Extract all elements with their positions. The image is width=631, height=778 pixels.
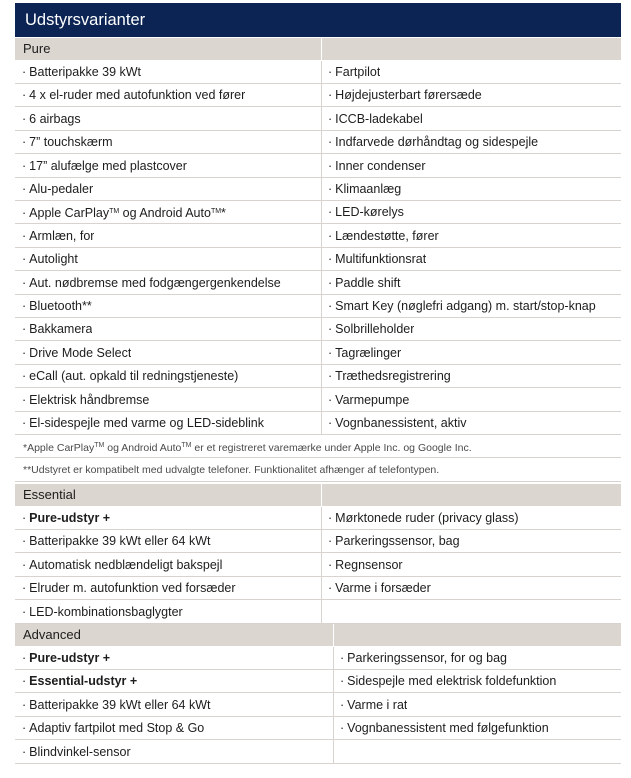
right-item: [321, 201, 404, 223]
section-label: Pure: [23, 41, 51, 56]
left-item: [15, 601, 183, 623]
table-row: [15, 272, 621, 295]
section-header-advanced: [15, 624, 621, 646]
left-item: [15, 365, 238, 387]
bullet-icon: ·: [328, 511, 333, 525]
bullet-icon: ·: [22, 557, 27, 572]
item-label: Parkeringssensor, bag: [335, 534, 460, 549]
bullet-icon: ·: [340, 697, 345, 712]
right-item: [321, 108, 423, 130]
left-item: [15, 507, 110, 529]
table-row: [15, 694, 621, 717]
bullet-icon: ·: [22, 416, 27, 430]
column-divider: [321, 61, 322, 435]
item-label: Apple CarPlay™ og Android Auto™*: [29, 206, 226, 221]
bullet-icon: ·: [22, 65, 27, 79]
left-item: [15, 670, 137, 692]
left-item: [15, 318, 92, 340]
bullet-icon: ·: [328, 275, 333, 290]
item-label: Paddle shift: [335, 275, 401, 290]
table-row: [15, 131, 621, 154]
item-label: Blindvinkel-sensor: [29, 744, 131, 759]
item-label: Regnsensor: [335, 557, 403, 572]
bullet-icon: ·: [22, 111, 27, 126]
bullet-icon: ·: [340, 651, 345, 665]
right-item: [321, 507, 519, 529]
right-item: [321, 601, 328, 623]
item-label: Fartpilot: [335, 65, 381, 79]
left-item: [15, 131, 113, 153]
section-label: Essential: [23, 487, 76, 502]
left-item: [15, 61, 141, 83]
item-label: 17” alufælge med plastcover: [29, 158, 187, 173]
item-label: Essential-udstyr +: [29, 674, 138, 689]
bullet-icon: ·: [328, 135, 333, 150]
bullet-icon: ·: [22, 206, 27, 221]
item-label: Inner condenser: [335, 158, 426, 173]
left-item: [15, 412, 264, 434]
right-item: [321, 318, 414, 340]
right-item: [321, 84, 482, 106]
column-divider: [321, 507, 322, 624]
bullet-icon: ·: [22, 721, 27, 736]
item-label: 7” touchskærm: [29, 135, 113, 150]
bullet-icon: ·: [328, 252, 333, 267]
bullet-icon: ·: [22, 697, 27, 712]
right-item: [321, 248, 426, 270]
footnote: [15, 435, 621, 458]
bullet-icon: ·: [22, 158, 27, 173]
column-divider: [333, 647, 334, 764]
table-row: [15, 61, 621, 84]
table-row: [15, 201, 621, 224]
bullet-icon: ·: [328, 392, 333, 407]
bullet-icon: ·: [328, 369, 333, 384]
item-label: Batteripakke 39 kWt: [29, 65, 142, 79]
bullet-icon: ·: [22, 182, 27, 196]
left-item: [15, 554, 222, 576]
right-item: [321, 365, 451, 387]
table-row: [15, 108, 621, 131]
table-row: [15, 577, 621, 600]
table-row: [15, 670, 621, 693]
left-item: [15, 295, 92, 317]
right-item: [333, 670, 556, 692]
bullet-icon: ·: [22, 581, 27, 596]
item-label: 4 x el-ruder med autofunktion ved fører: [29, 88, 246, 103]
left-item: [15, 741, 131, 763]
bullet-icon: ·: [22, 392, 27, 407]
bullet-icon: ·: [328, 205, 333, 220]
right-item: [321, 61, 380, 83]
right-item: [333, 717, 549, 739]
bullet-icon: ·: [22, 651, 27, 665]
item-label: Armlæn, for: [29, 228, 95, 243]
right-item: [321, 389, 409, 411]
item-label: LED-kørelys: [335, 205, 404, 220]
right-item: [321, 155, 426, 177]
bullet-icon: ·: [328, 88, 333, 103]
table-row: [15, 554, 621, 577]
bullet-icon: ·: [22, 534, 27, 549]
bullet-icon: ·: [328, 182, 333, 196]
item-label: Aut. nødbremse med fodgængergenkendelse: [29, 275, 281, 290]
footnote-text: **Udstyret er kompatibelt med udvalgte telefoner. Funktionalitet afhænger af telefontypen.: [23, 464, 440, 477]
item-label: eCall (aut. opkald til redningstjeneste): [29, 369, 239, 384]
footnote-text: *Apple CarPlay™ og Android Auto™ er et registreret varemærke under Apple Inc. og Google Inc.: [23, 442, 472, 455]
right-item: [321, 342, 401, 364]
item-label: Drive Mode Select: [29, 345, 132, 360]
bullet-icon: ·: [22, 369, 27, 384]
bullet-icon: ·: [328, 322, 333, 337]
item-label: Multifunktionsrat: [335, 252, 427, 267]
bullet-icon: ·: [22, 228, 27, 243]
left-item: [15, 342, 131, 364]
left-item: [15, 248, 78, 270]
section-header-pure: [15, 38, 621, 60]
section-header-essential: [15, 484, 621, 506]
item-label: Smart Key (nøglefri adgang) m. start/stop-knap: [335, 299, 596, 313]
item-label: ICCB-ladekabel: [335, 111, 423, 126]
bullet-icon: ·: [22, 275, 27, 290]
item-label: Klimaanlæg: [335, 182, 402, 196]
left-item: [15, 108, 81, 130]
item-label: Mørktonede ruder (privacy glass): [335, 511, 519, 525]
item-label: Træthedsregistrering: [335, 369, 451, 384]
table-row: [15, 741, 621, 764]
item-label: Højdejusterbart førersæde: [335, 88, 482, 103]
table-row: [15, 412, 621, 435]
right-item: [321, 412, 467, 434]
footnote: [15, 459, 621, 482]
bullet-icon: ·: [328, 65, 333, 79]
bullet-icon: ·: [22, 604, 27, 619]
column-divider: [321, 484, 322, 506]
item-label: Batteripakke 39 kWt eller 64 kWt: [29, 534, 211, 549]
item-label: Indfarvede dørhåndtag og sidespejle: [335, 135, 539, 150]
table-row: [15, 717, 621, 740]
item-label: Solbrilleholder: [335, 322, 415, 337]
item-label: Batteripakke 39 kWt eller 64 kWt: [29, 697, 211, 712]
item-label: Autolight: [29, 252, 78, 267]
item-label: Adaptiv fartpilot med Stop & Go: [29, 721, 205, 736]
bullet-icon: ·: [328, 111, 333, 126]
right-item: [321, 530, 460, 552]
item-label: Tagrælinger: [335, 345, 402, 360]
bullet-icon: ·: [22, 252, 27, 267]
table-row: [15, 178, 621, 201]
right-item: [321, 131, 538, 153]
bullet-icon: ·: [328, 534, 333, 549]
left-item: [15, 178, 93, 200]
section-label: Advanced: [23, 627, 81, 642]
bullet-icon: ·: [328, 416, 333, 430]
bullet-icon: ·: [328, 158, 333, 173]
right-item: [321, 225, 439, 247]
right-item: [321, 272, 401, 294]
bullet-icon: ·: [328, 299, 333, 313]
bullet-icon: ·: [22, 88, 27, 103]
bullet-icon: ·: [340, 721, 345, 736]
right-item: [333, 741, 340, 763]
left-item: [15, 717, 204, 739]
table-row: [15, 155, 621, 178]
item-label: Vognbanessistent med følgefunktion: [347, 721, 549, 736]
item-label: Elruder m. autofunktion ved forsæder: [29, 581, 236, 596]
item-label: Bakkamera: [29, 322, 93, 337]
item-label: El-sidespejle med varme og LED-sideblink: [29, 416, 264, 430]
table-row: [15, 342, 621, 365]
item-label: Sidespejle med elektrisk foldefunktion: [347, 674, 557, 689]
table-row: [15, 365, 621, 388]
table-row: [15, 647, 621, 670]
bullet-icon: ·: [328, 581, 333, 596]
bullet-icon: ·: [22, 744, 27, 759]
right-item: [321, 178, 401, 200]
item-label: Elektrisk håndbremse: [29, 392, 150, 407]
item-label: Lændestøtte, fører: [335, 228, 439, 243]
bullet-icon: ·: [22, 135, 27, 150]
left-item: [15, 272, 281, 294]
table-row: [15, 225, 621, 248]
table-row: [15, 507, 621, 530]
item-label: Vognbanessistent, aktiv: [335, 416, 467, 430]
bullet-icon: ·: [328, 557, 333, 572]
bullet-icon: ·: [22, 511, 27, 525]
bullet-icon: ·: [22, 322, 27, 337]
table-row: [15, 84, 621, 107]
item-label: LED-kombinationsbaglygter: [29, 604, 183, 619]
table-row: [15, 318, 621, 341]
item-label: Pure-udstyr +: [29, 511, 111, 525]
bullet-icon: ·: [328, 228, 333, 243]
table-row: [15, 530, 621, 553]
table-row: [15, 601, 621, 624]
bullet-icon: ·: [340, 674, 345, 689]
right-item: [333, 647, 507, 669]
column-divider: [321, 38, 322, 60]
left-item: [15, 84, 245, 106]
item-label: Varmepumpe: [335, 392, 410, 407]
right-item: [321, 554, 403, 576]
item-label: Bluetooth**: [29, 299, 92, 313]
right-item: [321, 295, 596, 317]
right-item: [321, 577, 431, 599]
item-label: Automatisk nedblændeligt bakspejl: [29, 557, 223, 572]
item-label: Parkeringssensor, for og bag: [347, 651, 507, 665]
bullet-icon: ·: [328, 345, 333, 360]
left-item: [15, 389, 149, 411]
right-item: [333, 694, 407, 716]
item-label: Pure-udstyr +: [29, 651, 111, 665]
left-item: [15, 577, 236, 599]
left-item: [15, 225, 94, 247]
item-label: Alu-pedaler: [29, 182, 94, 196]
left-item: [15, 530, 211, 552]
left-item: [15, 201, 226, 223]
item-label: 6 airbags: [29, 111, 81, 126]
left-item: [15, 647, 110, 669]
page-title: Udstyrsvarianter: [15, 3, 621, 37]
table-row: [15, 389, 621, 412]
item-label: Varme i forsæder: [335, 581, 431, 596]
item-label: Varme i rat: [347, 697, 408, 712]
left-item: [15, 694, 211, 716]
table-row: [15, 248, 621, 271]
column-divider: [333, 624, 334, 646]
bullet-icon: ·: [22, 345, 27, 360]
bullet-icon: ·: [22, 674, 27, 689]
bullet-icon: ·: [22, 299, 27, 313]
left-item: [15, 155, 187, 177]
table-row: [15, 295, 621, 318]
